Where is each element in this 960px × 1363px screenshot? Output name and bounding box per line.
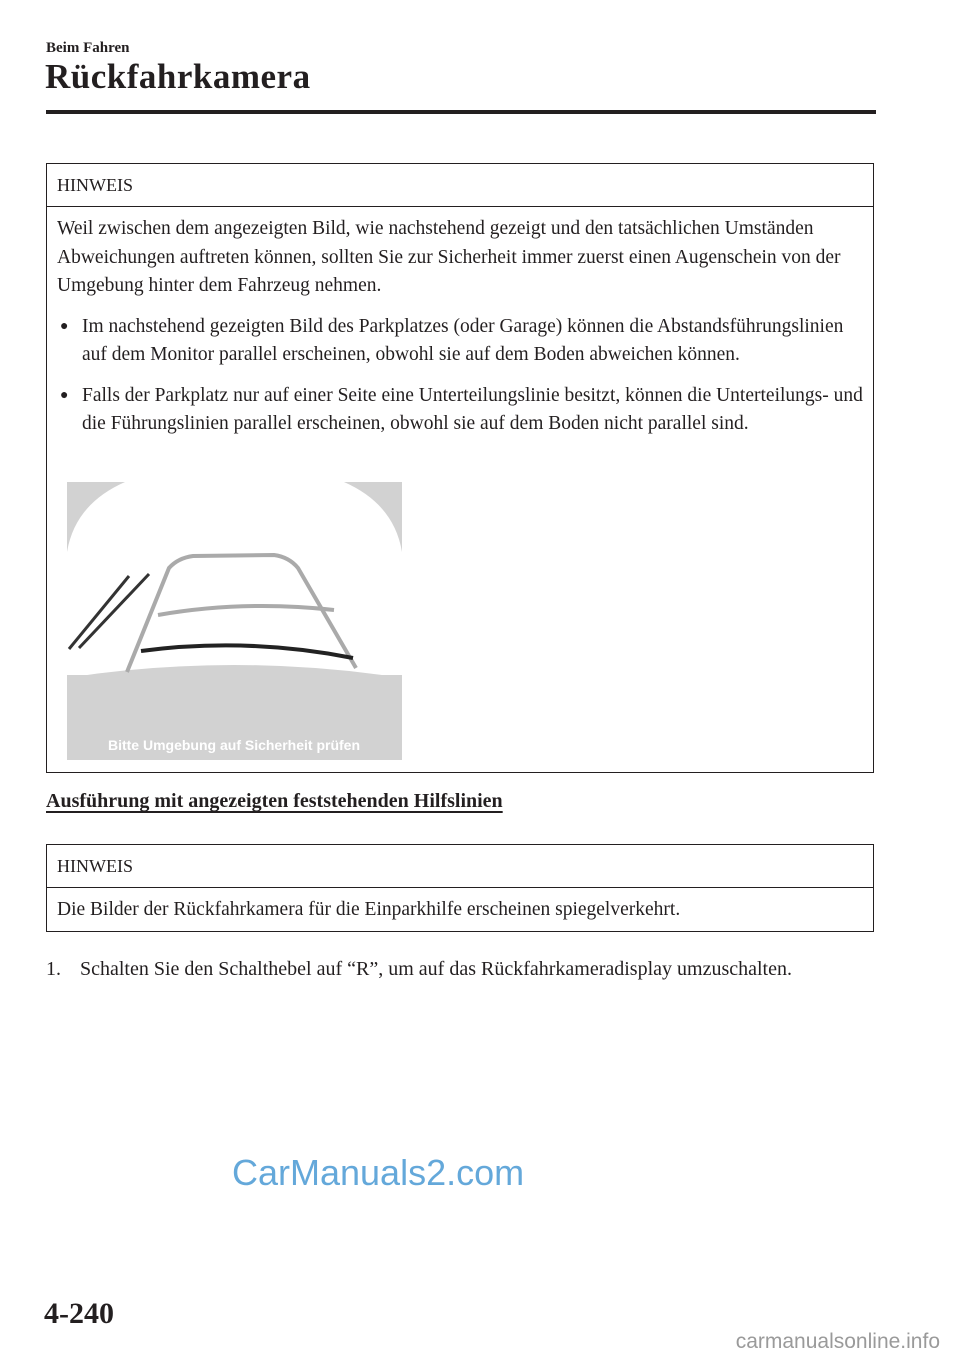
watermark: CarManuals2.com bbox=[232, 1152, 525, 1193]
note-bullet-text: Im nachstehend gezeigten Bild des Parkplatzes (oder Garage) können die Abstandsführungslinien auf dem Monitor parallel erscheinen, obwohl sie auf dem Boden abweichen können. bbox=[82, 315, 844, 365]
page-number: 4-240 bbox=[44, 1297, 114, 1330]
note-box-parallel-lines bbox=[46, 163, 874, 773]
note-bullet bbox=[57, 382, 863, 439]
note-heading: HINWEIS bbox=[47, 164, 873, 207]
step-text: Schalten Sie den Schalthebel auf “R”, um auf das Rückfahrkameradisplay umzuschalten. bbox=[80, 958, 792, 980]
sub-heading: Ausführung mit angezeigten feststehenden Hilfslinien bbox=[46, 790, 503, 812]
footer-watermark: carmanualsonline.info bbox=[735, 1330, 940, 1353]
note-bullet bbox=[57, 313, 863, 370]
section-label: Beim Fahren bbox=[46, 40, 130, 56]
note-bullet-text: Falls der Parkplatz nur auf einer Seite eine Unterteilungslinie besitzt, können die Unterteilungs- und die Führungslinien parallel erscheinen, obwohl sie auf dem Boden nicht parallel sind. bbox=[82, 384, 863, 434]
bullet-dot-icon: ● bbox=[60, 318, 69, 334]
note-intro: Weil zwischen dem angezeigten Bild, wie nachstehend gezeigt und den tatsächlichen Umständen Abweichungen auftreten können, sollten Sie zur Sicherheit immer zuerst einen Augenschein von der Umgebung hinter dem Fahrzeug nehmen. bbox=[57, 218, 841, 296]
note-body bbox=[47, 207, 873, 439]
bullet-dot-icon: ● bbox=[60, 387, 69, 403]
camera-caption: Bitte Umgebung auf Sicherheit prüfen bbox=[107, 737, 361, 753]
note-body bbox=[47, 888, 873, 925]
note-box-mirrored bbox=[46, 844, 874, 932]
step-item bbox=[46, 954, 866, 985]
title-rule bbox=[46, 110, 876, 114]
note-heading: HINWEIS bbox=[47, 845, 873, 888]
rear-camera-screen-illustration bbox=[67, 482, 402, 760]
note-text: Die Bilder der Rückfahrkamera für die Einparkhilfe erscheinen spiegelverkehrt. bbox=[57, 899, 681, 920]
page-title: Rückfahrkamera bbox=[45, 57, 311, 96]
step-number: 1. bbox=[46, 958, 61, 980]
